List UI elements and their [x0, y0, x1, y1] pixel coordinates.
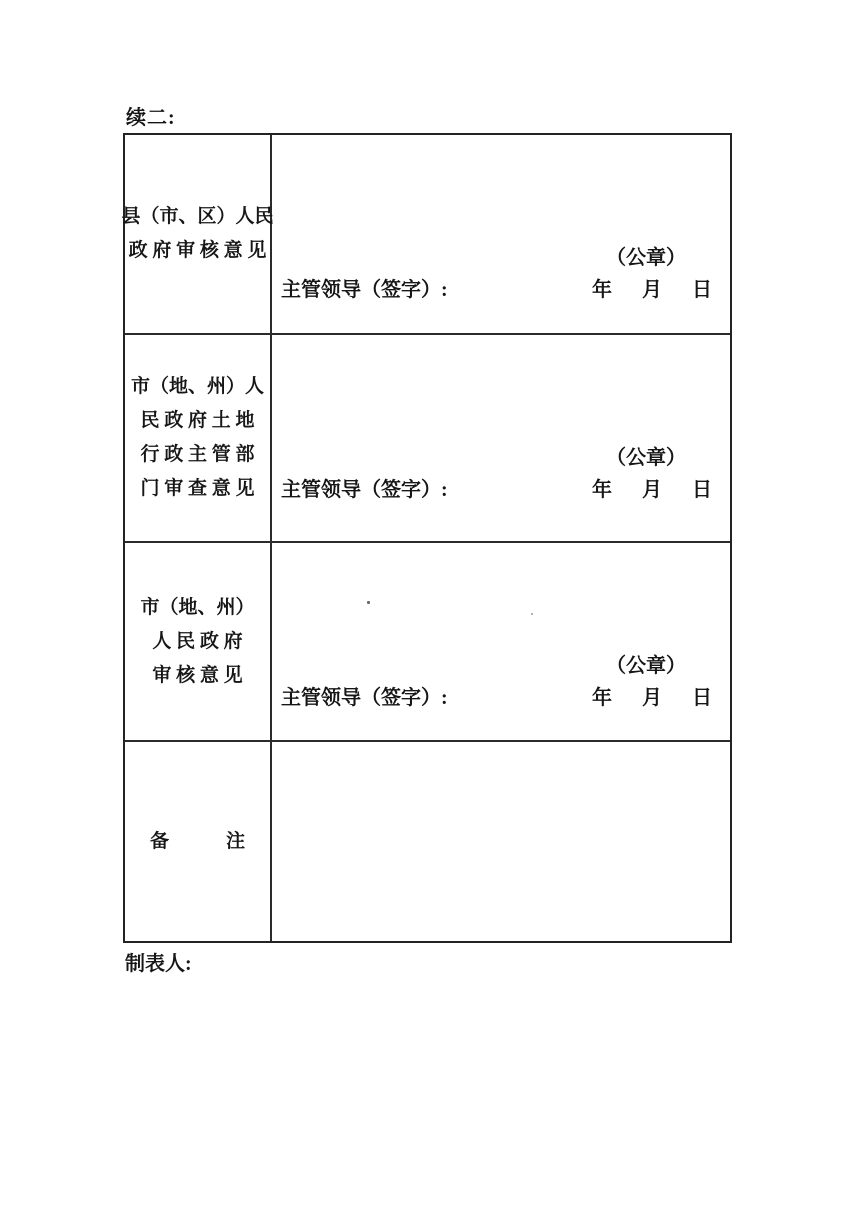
row-content-county-review: [272, 135, 730, 333]
label-line: 门 审 查 意 见: [140, 478, 255, 499]
signature-line: 主管领导（签字）:: [281, 279, 448, 301]
date-year: 年: [592, 479, 612, 501]
row-label-remarks: [125, 742, 272, 941]
date-month: 月: [642, 279, 662, 301]
scan-speck: [531, 613, 533, 615]
label-line: 审 核 意 见: [152, 664, 243, 686]
row-label-city-review: [125, 543, 272, 740]
date-day: 日: [692, 479, 712, 501]
date-day: 日: [692, 279, 712, 301]
approval-opinions-table: [123, 133, 732, 943]
scan-speck: [367, 601, 370, 604]
preparer-label: 制表人:: [125, 953, 192, 975]
row-label-city-land-dept: [125, 335, 272, 541]
date-month: 月: [642, 687, 662, 709]
row-content-city-land-dept: [272, 335, 730, 541]
table-row: [121, 135, 730, 335]
continuation-heading: 续二:: [126, 107, 176, 129]
row-content-city-review: [272, 543, 730, 740]
seal-placeholder: （公章）: [606, 655, 686, 677]
seal-placeholder: （公章）: [606, 247, 686, 269]
label-line: 政 府 审 核 意 见: [128, 240, 267, 261]
label-line: 市（地、州）: [140, 596, 255, 618]
date-line: [592, 273, 712, 302]
label-line: 行 政 主 管 部: [140, 444, 255, 465]
signature-line: 主管领导（签字）:: [281, 479, 448, 501]
row-content-remarks-empty: [272, 742, 730, 941]
signature-line: 主管领导（签字）:: [281, 687, 448, 709]
date-line: [592, 473, 712, 502]
date-year: 年: [592, 687, 612, 709]
label-line: 民 政 府 土 地: [140, 410, 255, 431]
date-year: 年: [592, 279, 612, 301]
table-row: [125, 335, 730, 543]
date-month: 月: [642, 479, 662, 501]
label-line: 县（市、区）人民: [121, 206, 274, 227]
date-day: 日: [692, 687, 712, 709]
seal-placeholder: （公章）: [606, 447, 686, 469]
label-line: 人 民 政 府: [152, 630, 243, 652]
date-line: [592, 681, 712, 710]
row-label-county-review: [121, 135, 274, 333]
table-row: [125, 742, 730, 941]
label-line: 备 注: [149, 830, 245, 852]
table-row: [125, 543, 730, 742]
label-line: 市（地、州）人: [130, 376, 264, 397]
